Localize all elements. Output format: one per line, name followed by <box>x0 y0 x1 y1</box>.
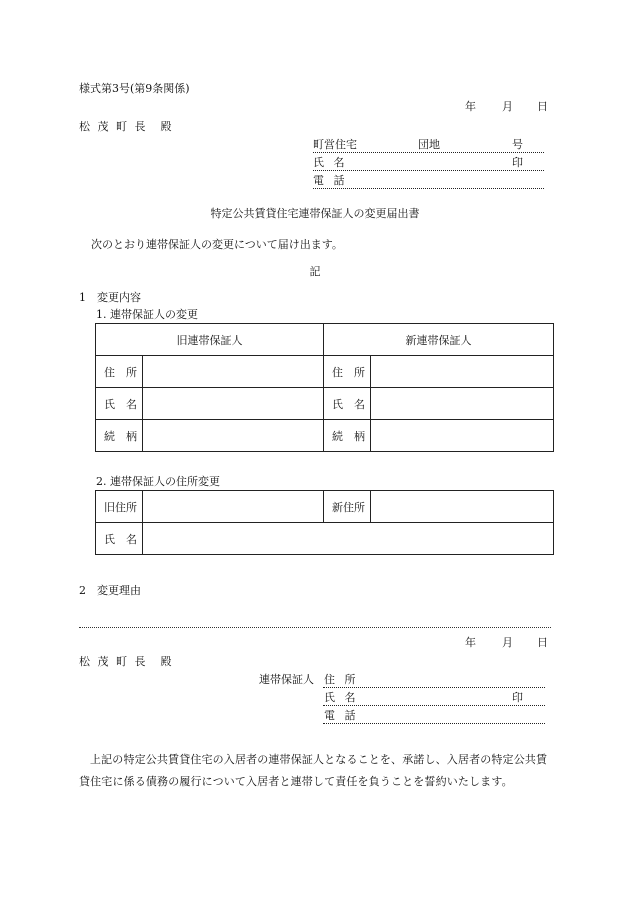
applicant-phone-field[interactable] <box>313 175 544 189</box>
guarantor-phone-label: 電 話 <box>324 709 359 722</box>
section1-heading: 1 変更内容 <box>79 291 141 304</box>
table-header-row <box>96 324 554 356</box>
old-address-field[interactable] <box>143 356 324 388</box>
danchi-label: 団地 <box>418 138 440 151</box>
address-change-name-field[interactable] <box>143 523 554 555</box>
new-name-label: 氏 名 <box>324 388 371 420</box>
document-title: 特定公共賃貸住宅連帯保証人の変更届出書 <box>210 207 420 220</box>
applicant-phone-label: 電 話 <box>313 174 348 187</box>
guarantor-label: 連帯保証人 <box>259 673 314 686</box>
address-change-table <box>95 490 554 555</box>
old-relation-field[interactable] <box>143 420 324 452</box>
go-label: 号 <box>512 138 523 151</box>
month-label: 月 <box>502 100 513 113</box>
addressee: 松 茂 町 長 殿 <box>79 120 174 133</box>
applicant-name-field[interactable] <box>313 157 544 171</box>
cut-line-divider <box>79 627 551 628</box>
old-name-label: 氏 名 <box>96 388 143 420</box>
guarantor-seal: 印 <box>512 691 523 704</box>
old-address-change-label: 旧住所 <box>96 491 143 523</box>
applicant-name-label: 氏 名 <box>313 156 348 169</box>
new-address-change-label: 新住所 <box>324 491 371 523</box>
year-label: 年 <box>465 100 476 113</box>
guarantor-name-label: 氏 名 <box>324 691 359 704</box>
new-relation-label: 続 柄 <box>324 420 371 452</box>
table-row <box>96 388 554 420</box>
section2-heading: 2 変更理由 <box>79 584 141 597</box>
table-row <box>96 523 554 555</box>
housing-label: 町営住宅 <box>313 138 357 151</box>
new-address-change-field[interactable] <box>371 491 554 523</box>
new-relation-field[interactable] <box>371 420 554 452</box>
section1-sub1-heading: 1. 連帯保証人の変更 <box>96 308 198 321</box>
table-row <box>96 356 554 388</box>
old-address-label: 住 所 <box>96 356 143 388</box>
new-name-field[interactable] <box>371 388 554 420</box>
old-relation-label: 続 柄 <box>96 420 143 452</box>
table-row <box>96 420 554 452</box>
guarantor-address-label: 住 所 <box>324 673 359 686</box>
day-label: 日 <box>537 100 548 113</box>
day-label-2: 日 <box>537 636 548 649</box>
table-row <box>96 491 554 523</box>
addressee-2: 松 茂 町 長 殿 <box>79 655 174 668</box>
address-change-name-label: 氏 名 <box>96 523 143 555</box>
form-number: 様式第3号(第9条関係) <box>79 82 190 95</box>
applicant-seal: 印 <box>512 156 523 169</box>
ki-label: 記 <box>309 265 321 278</box>
old-name-field[interactable] <box>143 388 324 420</box>
new-address-field[interactable] <box>371 356 554 388</box>
year-label-2: 年 <box>465 636 476 649</box>
old-address-change-field[interactable] <box>143 491 324 523</box>
old-guarantor-header: 旧連帯保証人 <box>96 324 324 356</box>
intro-text: 次のとおり連帯保証人の変更について届け出ます。 <box>91 238 343 251</box>
month-label-2: 月 <box>502 636 513 649</box>
guarantor-change-table <box>95 323 554 452</box>
section1-sub2-heading: 2. 連帯保証人の住所変更 <box>96 475 220 488</box>
new-guarantor-header: 新連帯保証人 <box>324 324 554 356</box>
pledge-text: 上記の特定公共賃貸住宅の入居者の連帯保証人となることを、承諾し、入居者の特定公共賃貸住宅に係る債務の履行について入居者と連帯して責任を負うことを誓約いたします。 <box>79 753 548 788</box>
new-address-label: 住 所 <box>324 356 371 388</box>
